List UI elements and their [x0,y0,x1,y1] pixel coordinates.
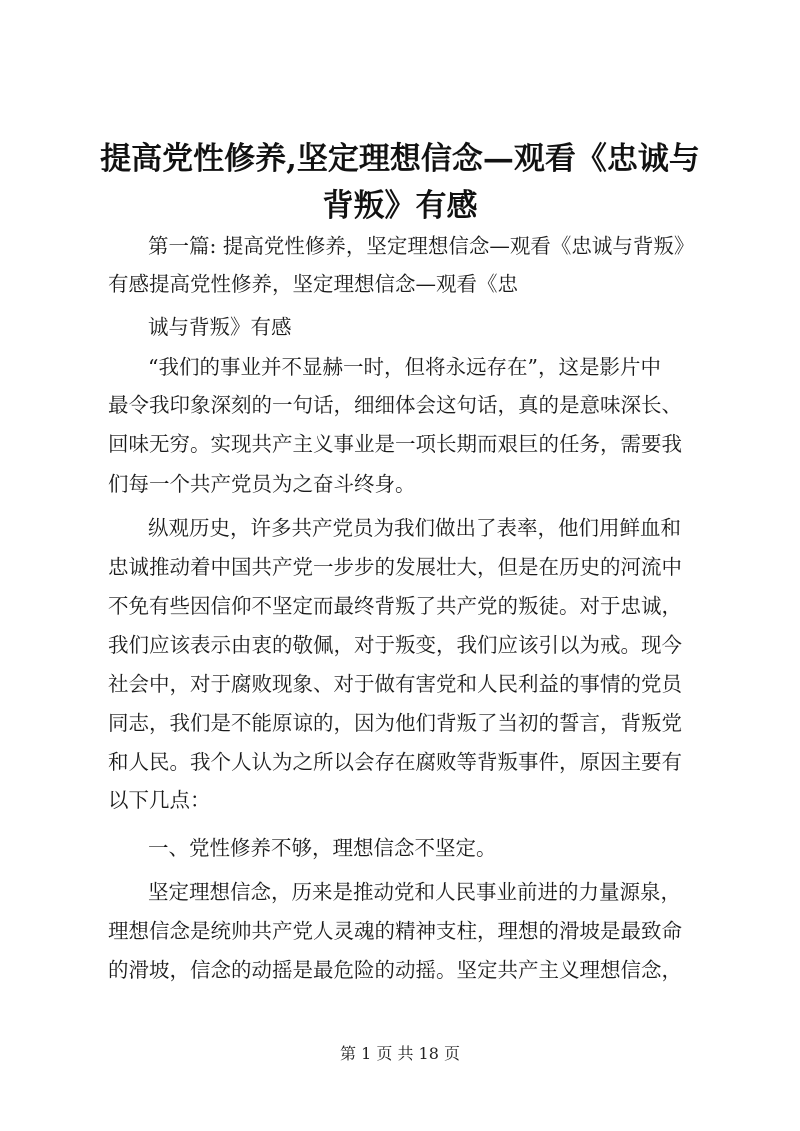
body-text-line: 坚定理想信念，历来是推动党和人民事业前进的力量源泉， [148,880,681,904]
body-text-line: 理想信念是统帅共产党人灵魂的精神支柱，理想的滑坡是最致命 [108,919,682,943]
body-text-line: 忠诚推动着中国共产党一步步的发展壮大，但是在历史的河流中 [108,555,682,579]
body-text-line: 以下几点： [108,788,211,812]
paragraph-heading-line: 第一篇: 提高党性修养，坚定理想信念—观看《忠诚与背叛》 [148,234,695,258]
paragraph-heading-line: 有感提高党性修养，坚定理想信念—观看《忠 [108,272,518,296]
document-title-line-1: 提高党性修养,坚定理想信念—观看《忠诚与 [100,141,700,177]
page-footer: 第 1 页 共 18 页 [340,1044,460,1063]
body-text-line: 回味无穷。实现共产主义事业是一项长期而艰巨的任务，需要我 [108,432,682,456]
section-heading: 一、党性修养不够，理想信念不坚定。 [148,836,497,860]
body-text-line: 我们应该表示由衷的敬佩，对于叛变，我们应该引以为戒。现今 [108,633,682,657]
body-text-line: 和人民。我个人认为之所以会存在腐败等背叛事件，原因主要有 [108,750,682,774]
body-text-line: “我们的事业并不显赫一时，但将永远存在”，这是影片中 [148,355,661,379]
body-text-line: 同志，我们是不能原谅的，因为他们背叛了当初的誓言，背叛党 [108,711,682,735]
body-text-line: 纵观历史，许多共产党员为我们做出了表率，他们用鲜血和 [148,516,681,540]
body-text-line: 最令我印象深刻的一句话，细细体会这句话，真的是意味深长、 [108,393,682,417]
body-text-line: 的滑坡，信念的动摇是最危险的动摇。坚定共产主义理想信念， [108,958,682,982]
body-text-line: 社会中，对于腐败现象、对于做有害党和人民利益的事情的党员 [108,672,682,696]
body-text-line: 不免有些因信仰不坚定而最终背叛了共产党的叛徒。对于忠诚， [108,594,682,618]
body-text-line: 们每一个共产党员为之奋斗终身。 [108,472,416,496]
paragraph-heading-line: 诚与背叛》有感 [148,315,292,339]
document-title-line-2: 背叛》有感 [322,188,478,224]
